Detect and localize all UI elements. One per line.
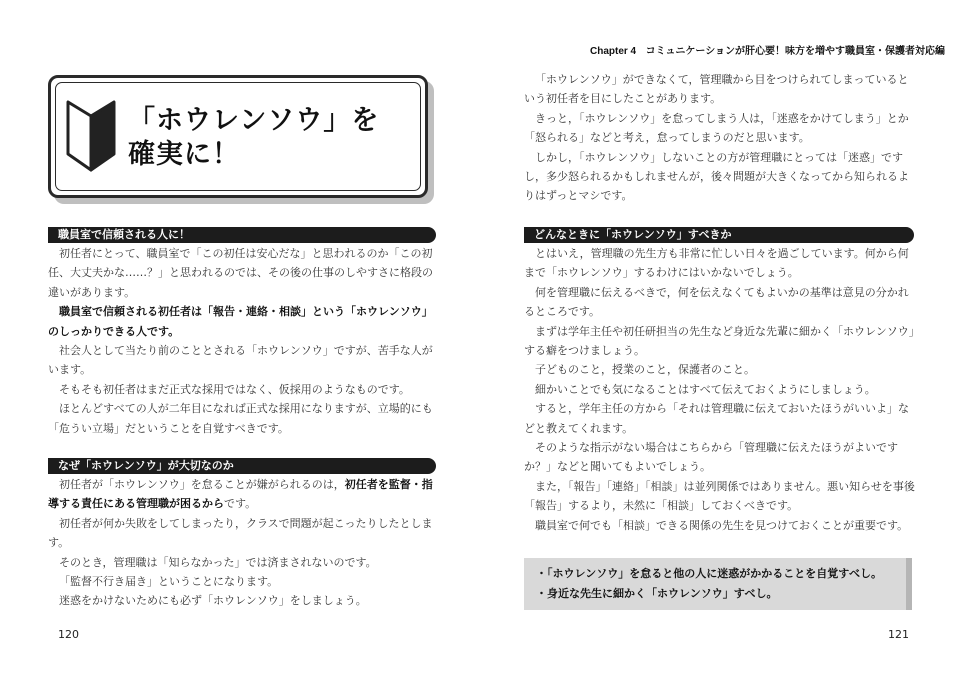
section-body-when [524, 244, 916, 535]
summary-item: ・「ホウレンソウ」を怠ると他の人に迷惑がかかることを自覚すべし。 [536, 567, 883, 580]
section-heading-trusted: 職員室で信頼される人に！ [48, 227, 436, 243]
paragraph: 迷惑をかけないためにも必ず「ホウレンソウ」をしましょう。 [59, 594, 367, 608]
section-heading-why: なぜ「ホウレンソウ」が大切なのか [48, 458, 436, 474]
page-number-left: 120 [58, 628, 79, 641]
section-body-trusted [48, 244, 436, 438]
paragraph: 初任者が「ホウレンソウ」を怠ることが嫌がられるのは，初任者を監督・指導する責任にある管理職が困るからです。 [48, 478, 433, 511]
chapter-label: Chapter 4 [590, 46, 637, 57]
paragraph: また，「報告」「連絡」「相談」は並列関係ではありません。悪い知らせを事後「報告」するより，未然に「相談」しておくべきです。 [524, 479, 915, 513]
paragraph: そもそも初任者はまだ正式な採用ではなく、仮採用のようなものです。 [59, 382, 410, 396]
paragraph: 社会人として当たり前のこととされる「ホウレンソウ」ですが、苦手な人がいます。 [48, 344, 433, 377]
paragraph: きっと，「ホウレンソウ」を怠ってしまう人は，「迷惑をかけてしまう」とか「怒られる」などと考え，怠ってしまうのだと思います。 [524, 111, 909, 145]
paragraph: そのような指示がない場合はこちらから「管理職に伝えたほうがよいですか？」などと聞いてもよいでしょう。 [524, 441, 898, 474]
paragraph: 初任者にとって、職員室で「この初任は安心だな」と思われるのか「この初任、大丈夫かな……？」と思われるのでは、その後の仕事のしやすさに格段の違いがあります。 [48, 247, 433, 299]
title-line-1: 「ホウレンソウ」を [128, 105, 380, 136]
paragraph: 「ホウレンソウ」ができなくて，管理職から目をつけられてしまっているという初任者を目にしたことがあります。 [524, 73, 909, 106]
section-heading-when: どんなときに「ホウレンソウ」すべきか [524, 227, 914, 243]
summary-item: ・身近な先生に細かく「ホウレンソウ」すべし。 [536, 587, 778, 600]
summary-stripe [906, 558, 912, 610]
paragraph: 細かいことでも気になることはすべて伝えておくようにしましょう。 [535, 382, 876, 396]
paragraph: まずは学年主任や初任研担当の先生など身近な先輩に細かく「ホウレンソウ」する癖をつけましょう。 [524, 324, 915, 358]
paragraph: 何を管理職に伝えるべきで，何を伝えなくてもよいかの基準は意見の分かれるところです。 [524, 285, 909, 319]
chapter-title: コミュニケーションが肝心要！味方を増やす職員室・保護者対応編 [645, 46, 946, 57]
title-line-2: 確実に！ [128, 139, 240, 170]
paragraph: しかし，「ホウレンソウ」しないことの方が管理職にとっては「迷惑」ですし，多少怒られるかもしれませんが，後々問題が大きくなってから知られるよりはずっとマシです。 [524, 150, 909, 203]
paragraph-emphasis: 職員室で信頼される初任者は「報告・連絡・相談」という「ホウレンソウ」のしっかりできる人です。 [48, 305, 433, 338]
paragraph: とはいえ，管理職の先生方も非常に忙しい日々を過ごしています。何から何まで「ホウレンソウ」するわけにはいかないでしょう。 [524, 247, 909, 280]
beginner-mark-icon [64, 98, 118, 176]
page-number-right: 121 [888, 628, 909, 641]
paragraph: 職員室で何でも「相談」できる関係の先生を見つけておくことが重要です。 [535, 518, 909, 532]
summary-box [524, 558, 912, 610]
paragraph: すると，学年主任の方から「それは管理職に伝えておいたほうがいいよ」などと教えてくれます。 [524, 402, 909, 435]
right-intro [524, 70, 916, 206]
paragraph: 初任者が何か失敗をしてしまったり，クラスで問題が起こったりしたとします。 [48, 516, 433, 550]
section-body-why [48, 475, 436, 611]
running-header [590, 42, 945, 57]
paragraph: そのとき，管理職は「知らなかった」では済まされないのです。 [59, 555, 377, 569]
paragraph: 子どものこと，授業のこと，保護者のこと。 [535, 363, 755, 377]
page-title [128, 104, 379, 172]
paragraph: 「監督不行き届き」ということになります。 [59, 575, 279, 589]
paragraph: ほとんどすべての人が二年目になれば正式な採用になりますが、立場的にも「危うい立場」だということを自覚すべきです。 [48, 402, 433, 435]
